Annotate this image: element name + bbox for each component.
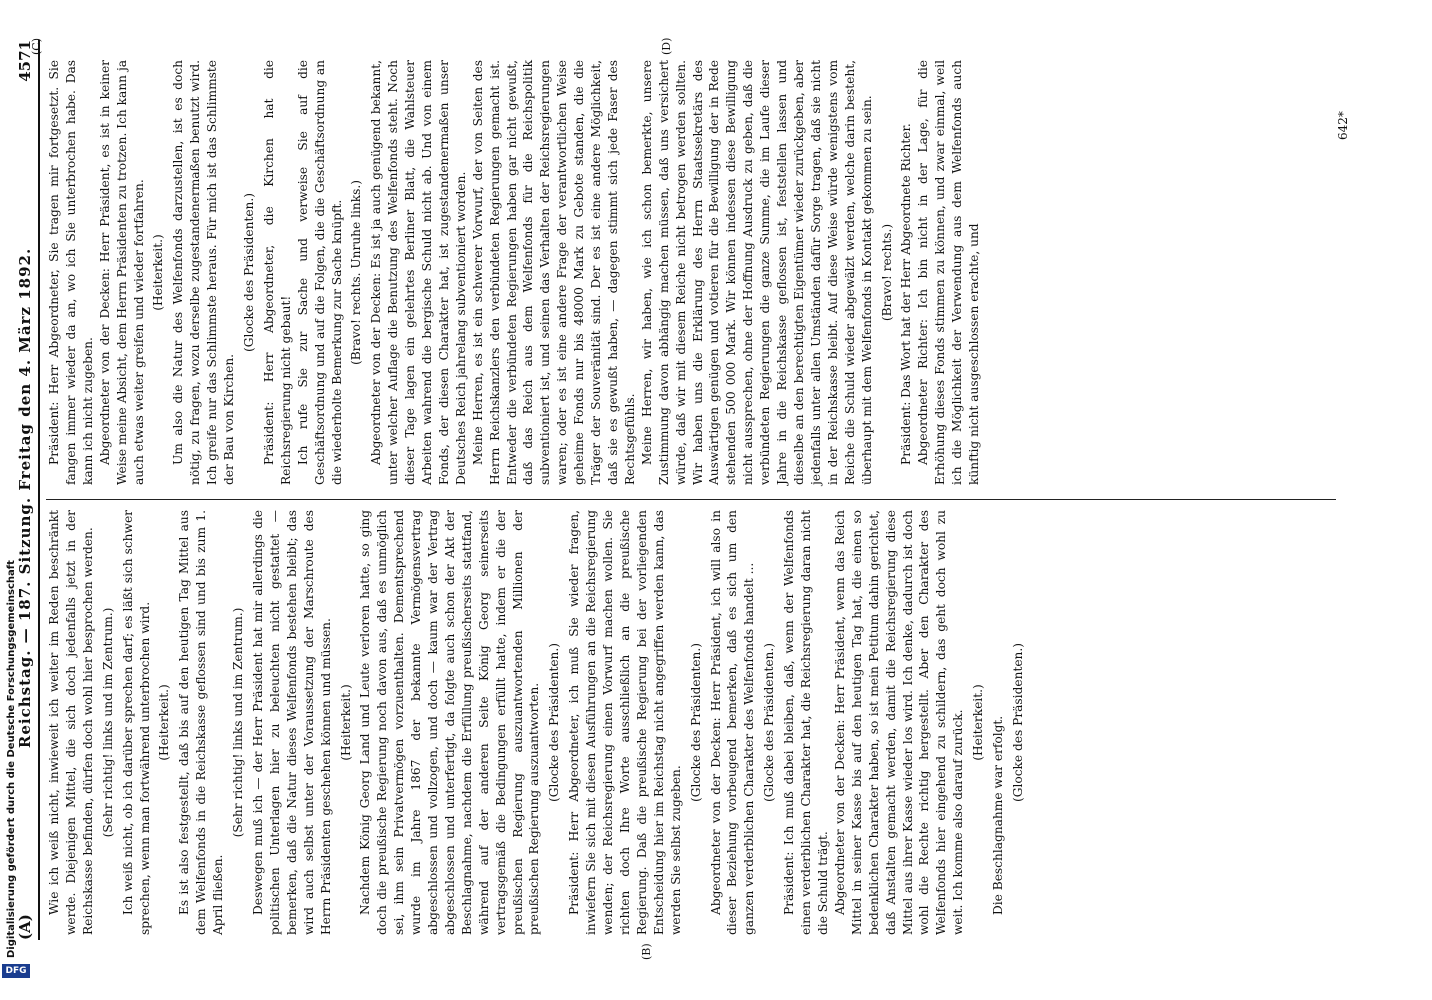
stage-direction: (Heiterkeit.) xyxy=(971,684,986,761)
paragraph: Abgeordneter von der Decken: Herr Präsident, wenn das Reich Mittel in seiner Kasse bis auf den heutigen Tag hat, die einen so bedenklichen Charakter haben, so ist mein Petitum dahin gerichtet, daß Anstalten gemacht werden, damit die Reichsregierung diese Mittel aus ihrer Kasse wieder los wird. Ich denke, dadurch ist doch wohl die Rechte richtig hergestellt. Aber den Charakter des Welfenfonds hier eingehend zu schildern, das geht doch wohl zu weit. Ich komme also darauf zurück. xyxy=(832,510,966,935)
column-divider xyxy=(46,499,1336,500)
page-title: Reichstag. — 187. Sitzung. Freitag den 4. März 1892. xyxy=(16,247,34,749)
paragraph: Wie ich weiß nicht, inwieweit ich weiter im Reden beschränkt werde. Diejenigen Mittel, die sich doch jedenfalls jetzt in der Reichskasse befinden, dürfen doch wohl hier besprochen werden. xyxy=(47,510,95,935)
paragraph: Abgeordneter von der Decken: Herr Präsident, es ist in keiner Weise meine Absicht, dem Herrn Präsidenten zu trotzen. Ich kann ja auch etwas weiter greifen und wieder fortfahren. xyxy=(97,60,146,485)
paragraph: Ich weiß nicht, ob ich darüber sprechen darf; es läßt sich schwer sprechen, wenn man fortwährend unterbrochen wird. xyxy=(120,510,152,935)
paragraph: Es ist also festgestellt, daß bis auf den heutigen Tag Mittel aus dem Welfenfonds in die Reichskasse geflossen sind und bis zum 1. April fließen. xyxy=(177,510,226,935)
paragraph: Nachdem König Georg Land und Leute verloren hatte, so ging doch die preußische Regierung noch davon aus, daß es unmöglich sei, ihm sein Privatvermögen vorzuenthalten. Dementsprechend wurde im Jahre 1867 der bekannte Vermögensvertrag abgeschlossen und vollzogen, und doch — kaum war der Vertrag abgeschlossen und unterfertigt, da folgte auch schon der Akt der Beschlagnahme, nachdem die Erfüllung preußischerseits stattfand, während auf der anderen Seite König Georg seinerseits vertragsgemäß die Bedingungen erfüllt hatte, indem er die der preußischen Regierung auszuantwortenden Millionen der preußischen Regierung auszuantworten. xyxy=(358,510,542,935)
margin-letter-a: (A) xyxy=(16,914,34,940)
margin-letter-c: (C) xyxy=(30,38,43,55)
footer-credit: Digitalisierung gefördert durch die Deutsche Forschungsgemeinschaft xyxy=(6,560,17,958)
paragraph: Abgeordneter von der Decken: Herr Präsident, ich will also in dieser Beziehung vorbeugend bemerken, daß es sich um den ganzen verderblichen Charakter des Welfenfonds handelt ... xyxy=(708,510,757,935)
stage-direction: (Sehr richtig! links und im Zentrum.) xyxy=(100,607,115,838)
stage-direction: (Glocke des Präsidenten.) xyxy=(1010,642,1025,803)
paragraph: Um also die Natur des Welfenfonds darzustellen, ist es doch nötig, zu fragen, wozu derselbe zugestandenermaßen benutzt wird. Ich greife nur das Schlimmste heraus. Für mich ist das Schlimmste der Bau von Kirchen. xyxy=(171,60,237,485)
stage-direction: (Glocke des Präsidenten.) xyxy=(688,642,703,803)
dfg-logo: DFG xyxy=(2,964,30,978)
paragraph: Abgeordneter von der Decken: Es ist ja auch genügend bekannt, unter welcher Auflage die Benutzung des Welfenfonds steht. Noch dieser Tage lagen ein gelehrtes Berliner Blatt, die Wahlsteuer Arbeiten wahrend die bergische Schuld nicht ab. Und von einem Fonds, der diesen Charakter hat, ist zugestandenermaßen unser Deutsches Reich jahrelang subventioniert worden. xyxy=(369,60,468,485)
stage-direction: (Heiterkeit.) xyxy=(338,684,353,761)
stage-direction: (Bravo! rechts. Unruhe links.) xyxy=(349,179,364,366)
paragraph: Präsident: Ich muß dabei bleiben, daß, wenn der Welfenfonds einen verderblichen Charakter hat, die Reichsregierung daran nicht die Schuld trägt. xyxy=(782,510,830,935)
stage-direction: (Glocke des Präsidenten.) xyxy=(762,642,777,803)
paragraph: Meine Herren, es ist ein schwerer Vorwurf, der von Seiten des Herrn Reichskanzlers den verbündeten Regierungen gemacht ist. Entweder die verbündeten Regierungen haben gar nicht gewußt, daß das Reich aus dem Welfenfonds für die Reichspolitik subventioniert ist, und seinen das Verhalten der Reichsregierungen waren; oder es ist eine andere Frage der verantwortlichen Weise geheime Fonds nur bis 48000 Mark zu Gebote standen, die die Träger der Souveränität sind. Der es ist eine andere Möglichkeit, daß sie es gewußt haben, — dagegen stimmt sich jede Faser des Rechtsgefühls. xyxy=(470,60,637,485)
margin-letter-d: (D) xyxy=(660,37,673,55)
paragraph: Die Beschlagnahme war erfolgt. xyxy=(991,715,1006,915)
paragraph: Ich rufe Sie zur Sache und verweise Sie auf die Geschäftsordnung und auf die Folgen, die die Geschäftsordnung an die wiederholte Bemerkung zur Sache knüpft. xyxy=(295,60,344,485)
paragraph: Meine Herren, wir haben, wie ich schon bemerkte, unsere Zustimmung davon abhängig machen müssen, daß uns versichert würde, daß wir mit diesem Reiche nicht betrogen werden sollten. Wir haben uns die Erklärung des Herrn Staatssekretärs des Auswärtigen genügen und votieren für die Bewilligung der in Rede stehenden 500 000 Mark. Wir können indessen diese Bewilligung nicht aussprechen, ohne der Hoffnung Ausdruck zu geben, daß die verbündeten Regierungen die ganze Summe, die im Laufe dieser Jahre in die Reichskasse geflossen ist, feststellen lassen und dieselbe an den berechtigten Eigentümer wieder zurückgeben, aber jedenfalls unter allen Umständen dafür Sorge tragen, daß sie nicht in der Reichskasse bleibt. Auf diese Weise würde wenigstens vom Reiche die Schuld wieder abgewälzt werden, welche darin besteht, überhaupt mit dem Welfenfonds in Kontakt gekommen zu sein. xyxy=(639,60,874,485)
stage-direction: (Glocke des Präsidenten.) xyxy=(547,642,562,803)
paragraph: Präsident: Das Wort hat der Herr Abgeordnete Richter. xyxy=(899,123,914,465)
paragraph: Präsident: Herr Abgeordneter, Sie tragen mir fortgesetzt. Sie fangen immer wieder da an, wo ich Sie unterbrochen habe. Das kann ich nicht zugeben. xyxy=(47,60,95,485)
stage-direction: (Bravo! rechts.) xyxy=(879,223,894,322)
right-column xyxy=(46,60,983,485)
paragraph: Präsident: Herr Abgeordneter, ich muß Sie wieder fragen, inwiefern Sie sich mit diesen Ausführungen an die Reichsregierung wenden; der Reichsregierung einen Vorwurf machen wollen. Sie richten doch Ihre Worte ausschließlich an die preußische Regierung. Daß die preußische Regierung bei der vorliegenden Entscheidung hier im Reichstag nicht angegriffen werden kann, das werden Sie selbst zugeben. xyxy=(567,510,683,935)
left-column xyxy=(46,510,1030,935)
paragraph: Deswegen muß ich — der Herr Präsident hat mir allerdings die politischen Unterlagen hier zu beleuchten nicht gestattet — bemerken, daß die Natur dieses Welfenfonds bestehen bleibt; das wird auch selbst unter der Voraussetzung der Marschroute des Herrn Präsidenten geschehen können und müssen. xyxy=(250,510,333,935)
sheet-signature: 642* xyxy=(1336,111,1350,140)
paragraph: Abgeordneter Richter: Ich bin nicht in der Lage, für die Erhöhung dieses Fonds stimmen zu können, und zwar einmal, weil ich die Möglichkeit der Verwendung aus dem Welfenfonds auch künftig nicht ausgeschlossen erachte, und xyxy=(916,60,982,485)
stage-direction: (Glocke des Präsidenten.) xyxy=(241,192,256,353)
stage-direction: (Sehr richtig! links und im Zentrum.) xyxy=(231,607,246,838)
margin-letter-b: (B) xyxy=(640,943,653,960)
stage-direction: (Heiterkeit.) xyxy=(157,684,172,761)
paragraph: Präsident: Herr Abgeordneter, die Kirchen hat die Reichsregierung nicht gebaut! xyxy=(261,60,293,485)
page-number: 4571 xyxy=(16,40,34,82)
stage-direction: (Heiterkeit.) xyxy=(151,234,166,311)
